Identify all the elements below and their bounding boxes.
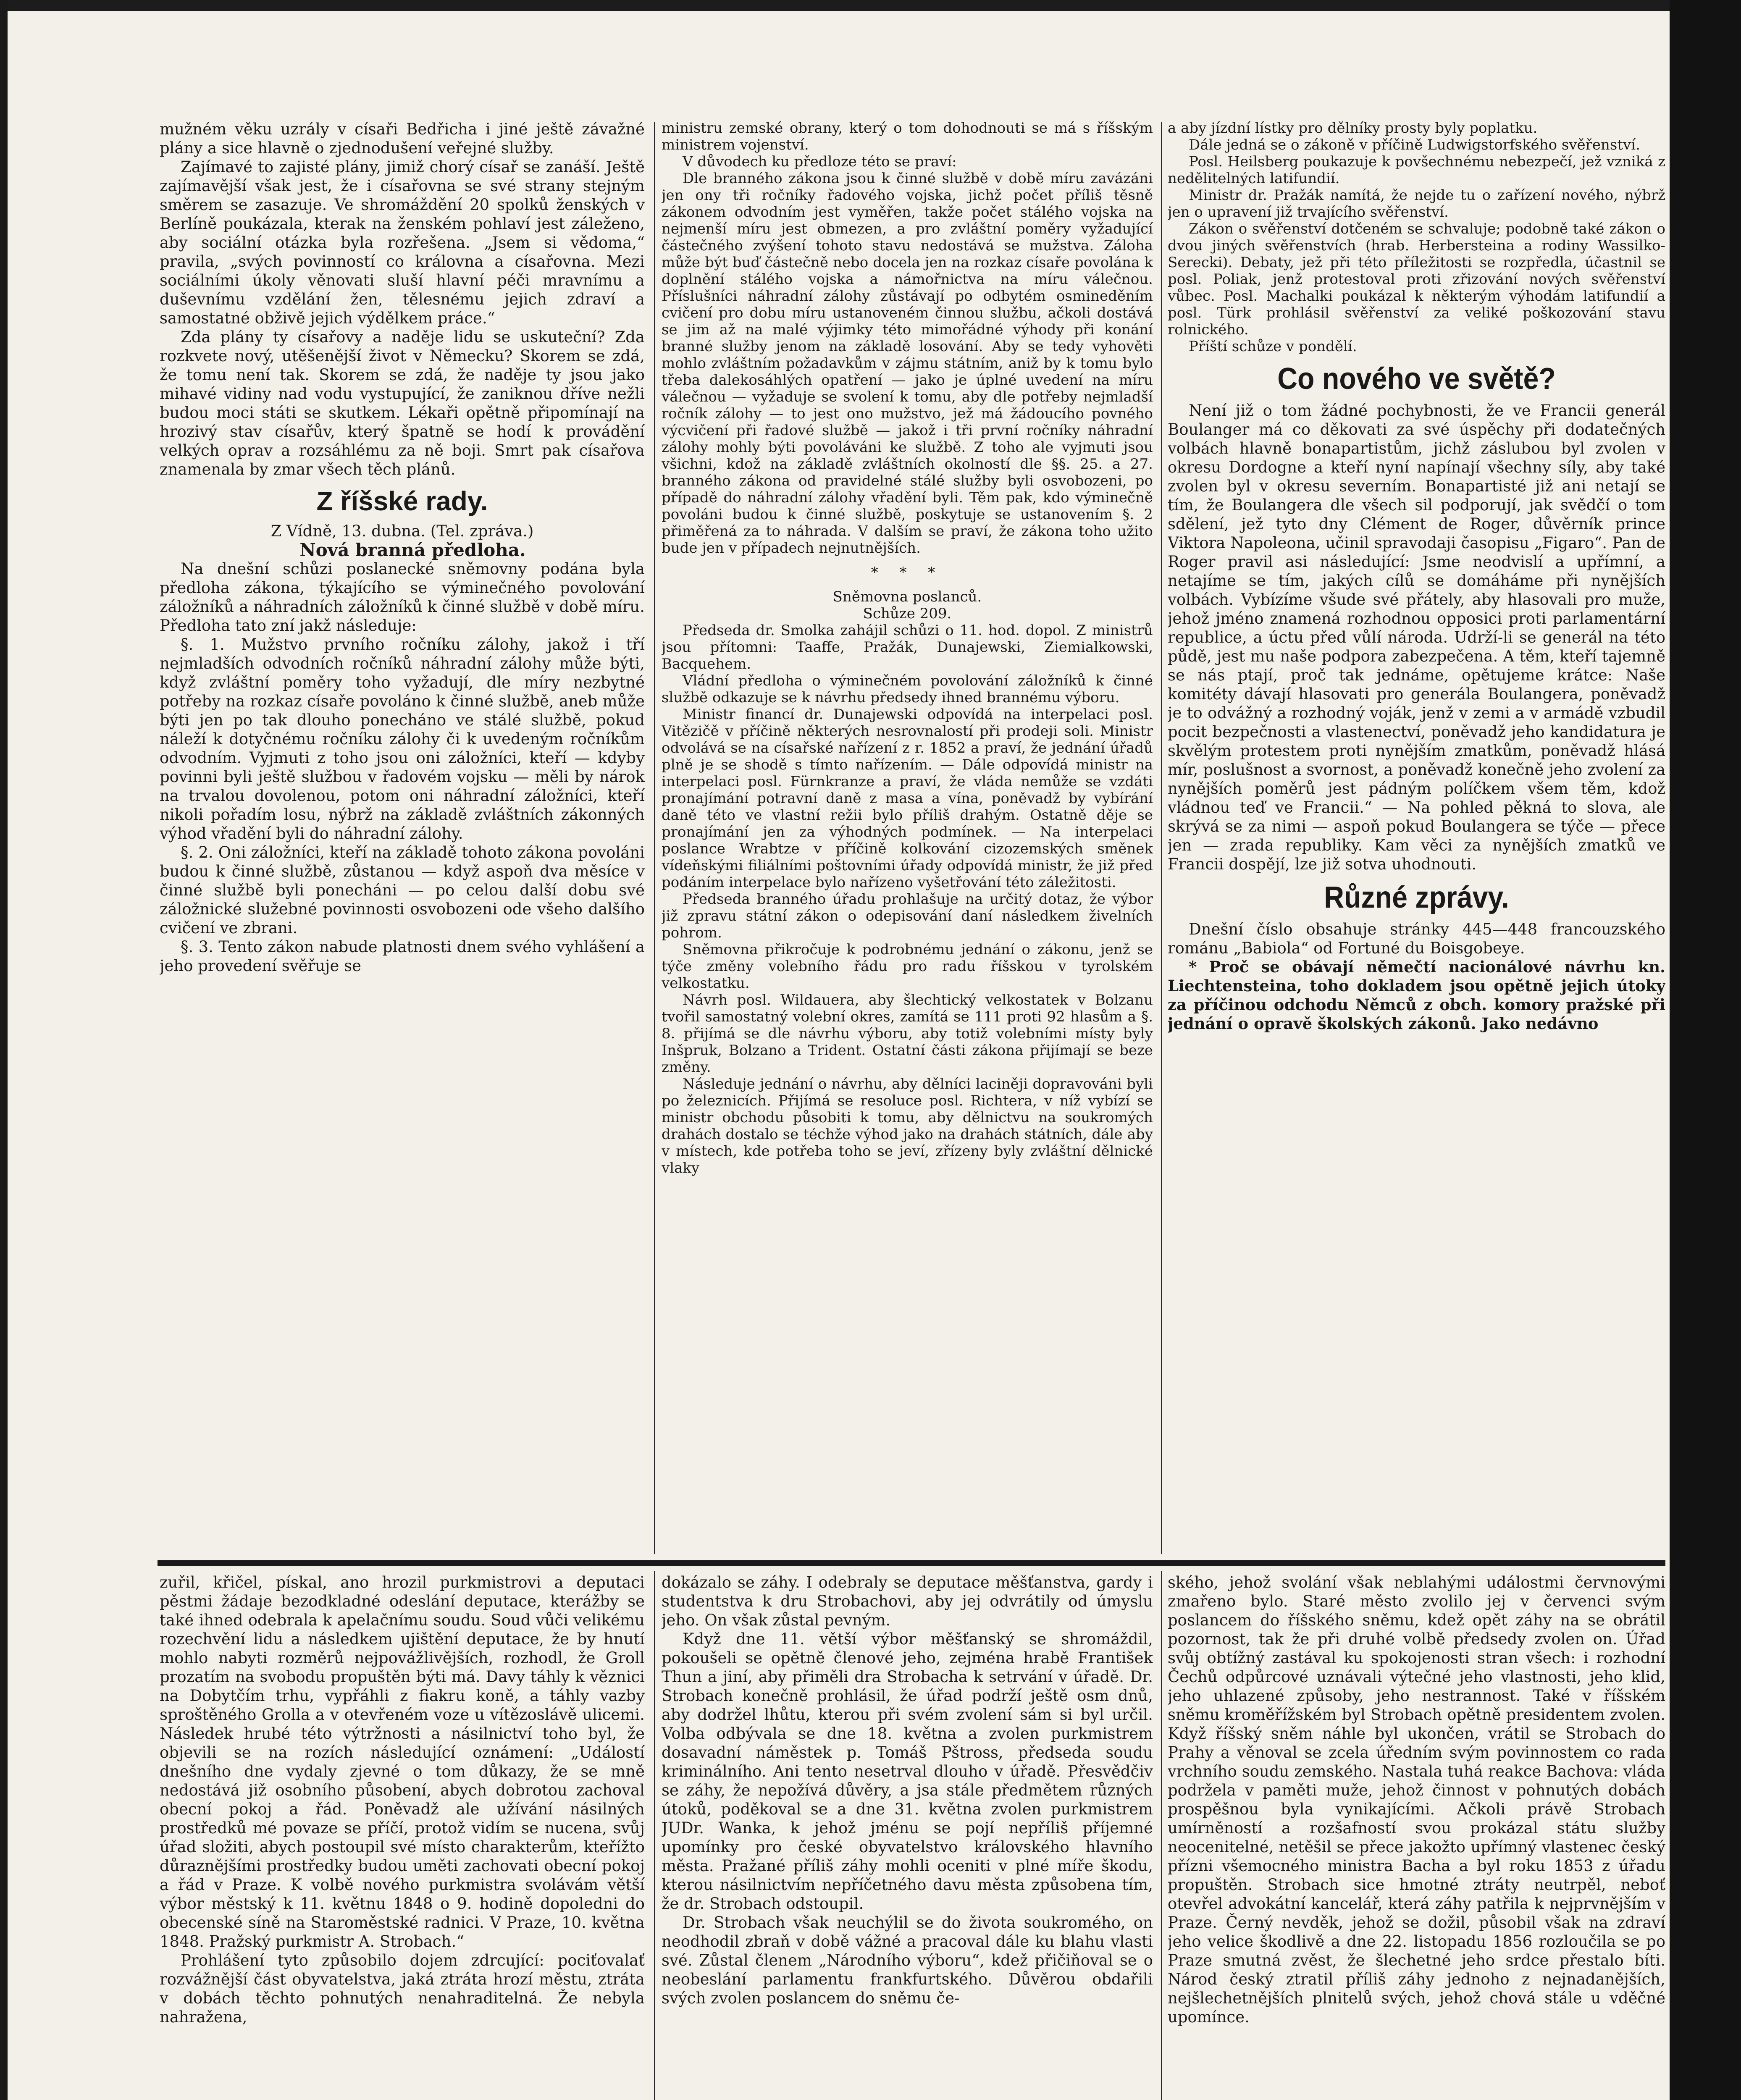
paragraph: zuřil, křičel, pískal, ano hrozil purkmistrovi a deputaci pěstmi žádaje bezodkladné odeslání deputace, kterážby se také ihned odebrala k apelačnímu soudu. Soud vůči velikému rozechvění lidu a následkem ujištění deputace, že by hnutí mohlo nabyti rozměrů nejpovážlivějších, rozhodl, že Groll prozatím na svobodu propuštěn býti má. Davy táhly k věznici na Dobytčím trhu, vypřáhli z fiakru koně, a táhly vazby sproštěného Grolla a v otevřeném voze u vítězoslávě ulicemi. Následek hrubé této výtržnosti a násilnictví toho byl, že objevili se na rozích následující oznámení: „Událostí dnešního dne vydaly zjevné o tom důkazy, že se mně nedostává již osobního působení, abych dobrotou zachoval obecní pokoj a řád. Poněvadž ale užívání násilných prostředků mé povaze se příčí, protož vidím se nucena, svůj úřad složiti, abych postoupil své místo charakterům, kteřížto důraznějšími prostředky budou uměti zachovati obecní pokoj a řád v Praze. K volbě nového purkmistra svolávám větší výbor městský k 11. květnu 1848 o 9. hodině dopoledni do obecenské síně na Staroměstské radnici. V Praze, 10. května 1848. Pražský purkmistr A. Strobach.“ <box>160 1573 645 1950</box>
paragraph: §. 2. Oni záložníci, kteří na základě tohoto zákona povoláni budou k činné službě, zůstanou — když aspoň dva měsíce v činné službě byli ponecháni — po celou další dobu své záložnické služebné povinnosti osvobozeni ode všeho dalšího cvičení ve zbrani. <box>160 843 645 937</box>
paragraph: Ministr dr. Pražák namítá, že nejde tu o zařízení nového, nýbrž jen o upravení již trvajícího svěřenství. <box>1168 187 1665 220</box>
paragraph: a aby jízdní lístky pro dělníky prosty byly poplatku. <box>1168 120 1538 136</box>
column-2 <box>662 120 1153 1556</box>
paragraph: Vládní předloha o výminečném povolování záložníků k činné službě odkazuje se k návrhu předsedy ihned brannému výboru. <box>662 672 1153 706</box>
paragraph: Zda plány ty císařovy a naděje lidu se uskuteční? Zda rozkvete nový, utěšenější život v Německu? Skorem se zdá, že tomu není tak. Skorem se zdá, že naděje ty jsou jako mihavé vidiny nad vodu vystupující, že zaniknou dříve nežli budou moci státi se skutkem. Lékaři opětně připomínají na hrozivý stav císařův, který špatně se hodí k provádění velkých oprav a rozsáhlému za ně boji. Smrt pak císařova znamenala by zmar všech těch plánů. <box>160 328 645 478</box>
paragraph: Ministr financí dr. Dunajewski odpovídá na interpelaci posl. Vitězičě v příčině některých nesrovnalostí při prodeji soli. Ministr odvolává se na císařské nařízení z r. 1852 a praví, že jednání úřadů plně je se shodě s tímto nařízením. — Dále odpovídá ministr na interpelaci posl. Fürnkranze a praví, že vláda nemůže se vzdáti pronajímání potravní daně z masa a vína, poněvadž by vybírání daně této ve vlastní režii bylo příliš drahým. Ostatně děje se pronajímání jen za výhodných podmínek. — Na interpelaci poslance Wrabtze v příčině kolkování cizozemských směnek vídeňskými filiálními poštovními úřady odpovídá ministr, že již před podáním interpelace bylo nařízeno vyšetřování této záležitosti. <box>662 706 1153 891</box>
paragraph: Na dnešní schůzi poslanecké sněmovny podána byla předloha zákona, týkajícího se výminečného povolování záložníků a náhradních záložníků k činné službě v době míru. Předloha tato zní jakž následuje: <box>160 560 645 635</box>
paragraph: * Proč se obávají němečtí nacionálové návrhu kn. Liechtensteina, toho dokladem jsou opětně jejich útoky za příčinou odchodu Němců z obch. komory pražské při jednání o opravě školských zákonů. Jako nedávno <box>1168 958 1665 1033</box>
paragraph: §. 1. Mužstvo prvního ročníku zálohy, jakož i tří nejmladších odvodních ročníků náhradní zálohy může býti, když zvláštní poměry toho vyžadují, dle míry nezbytné potřeby na rozkaz císaře povoláno k činné službě, aneb může býti jen po tak dlouho ponecháno ve stálé službě, pokud náleží k dotyčnému ročníku zálohy či k uvedeným ročníkům odvodním. Vyjmuti z toho jsou oni záložníci, kteří — kdyby povinni byli ještě službou v řadovém vojsku — měli by nárok na trvalou dovolenou, potom oni náhradní záložníci, kteří nikoli pořadím losu, nýbrž na základě zvláštních zákonných výhod vřadění byli do náhradní zálohy. <box>160 635 645 843</box>
paragraph: ministru zemské obrany, který o tom dohodnouti se má s říšským ministrem vojenství. <box>662 120 1153 153</box>
paragraph: V důvodech ku předloze této se praví: <box>683 153 957 170</box>
feuilleton-column-1 <box>160 1573 645 2100</box>
column-rule <box>1161 122 1162 1554</box>
feuilleton-column-3 <box>1168 1573 1665 2100</box>
paragraph: Dle branného zákona jsou k činné službě v době míru zavázáni jen ony tři ročníky řadového vojska, jichž počet příliš těsně zákonem odvodním jest vyměřen, takže počet stálého vojska na nejmenší míru jest obmezen, a pro zvláštní poměry vyžadující částečného zvýšení tohoto stavu nedostává se mužstva. Záloha může být buď částečně nebo docela jen na rozkaz císaře povolána k doplnění stálého vojska a námořnictva na míru válečnou. Příslušníci náhradní zálohy zůstávají po odbytém osmineděním cvičení pro dobu míru ustanoveném činnou službu, ačkoli dostává se jim až na malé výjimky této mimořádné výhody při konání branné služby jenom na základě losování. Aby se tedy vyhověti mohlo zvláštním požadavkům v zájmu státním, aniž by k tomu bylo třeba dalekosáhlých opatření — jako je úplné uvedení na míru válečnou — vyžaduje se svolení k tomu, aby dle potřeby nejmladší ročník zálohy — to jest ono mužstvo, jež má žádoucího povného výcvičení při řadové službě — jakož i tři první ročníky náhradní zálohy mohly býti povoláváni ke službě. Z toho ale vyjmuti jsou všichni, kdož na základě zvláštních okolností dle §§. 25. a 27. branného zákona od pravidelné stálé služby byli osvobozeni, po případě do náhradní zálohy vřadění byli. Těm pak, kdo výminečně povoláni budou k činné službě, poskytuje se ustanovením §. 2 přiměřená za to náhrada. V dalším se praví, že zákona toho užito bude jen v případech nejnutnějších. <box>662 170 1153 556</box>
paragraph: Dnešní číslo obsahuje stránky 445—448 francouzského románu „Babiola“ od Fortuné du Boisgobeye. <box>1168 920 1665 957</box>
section-heading: Co nového ve světě? <box>1277 362 1556 396</box>
paragraph: Předseda dr. Smolka zahájil schůzi o 11. hod. dopol. Z ministrů jsou přítomni: Taaffe, Pražák, Dunajewski, Ziemialkowski, Bacquehem. <box>662 622 1153 672</box>
feuilleton-column-2 <box>662 1573 1153 2100</box>
paragraph: Příští schůze v pondělí. <box>1189 338 1357 355</box>
column-rule <box>654 1571 655 2100</box>
column-3 <box>1168 120 1665 1556</box>
paragraph: mužném věku uzrály v císaři Bedřicha i jiné ještě závažné plány a sice hlavně o zjednodušení veřejné služby. <box>160 120 645 157</box>
paragraph: Předseda branného úřadu prohlašuje na určitý dotaz, že výbor již zpravu státní zákon o odepisování daní následkem živelních pohrom. <box>662 891 1153 941</box>
paragraph: Dále jedná se o zákoně v příčině Ludwigstorfského svěřenství. <box>1189 136 1640 153</box>
paragraph: §. 3. Tento zákon nabude platnosti dnem svého vyhlášení a jeho provedení svěřuje se <box>160 938 645 975</box>
paragraph: Není již o tom žádné pochybnosti, že ve Francii generál Boulanger má co děkovati za své úspěchy při dodatečných volbách hlavně bonapartistům, jichž záslubou byl zvolen v okresu Dordogne a kteří nyní napínají všechny síly, aby také zvolen byl v okresu severním. Bonapartisté již ani netají se tím, že Boulangera dle všech sil podporují, jak svědčí o tom sdělení, jež tyto dny Clément de Roger, důvěrník prince Viktora Napoleona, učinil spravodaji časopisu „Figaro“. Pan de Roger pravil asi následující: Jsme neodvislí a upřímní, a netajíme se tím, jakých cílů se domáháme při nynějších volbách. Vybízíme všude své přátely, aby hlasovali pro muže, jehož jméno znamená rozhodnou opposici proti parlamentární republice, a úctu před vůlí národa. Udrží-li se generál na této půdě, jest mu naše podpora zabezpečena. A těm, kteří tajemně se nás ptají, proč tak jednáme, opětujeme krátce: Naše komitéty dávají hlasovati pro generála Boulangera, poněvadž je to odvážný a rozhodný voják, jenž v zemi a v armádě vzbudil pocit bezpečnosti a vlastenectví, poněvadž jeho kandidatura je skvělým protestem proti nynějším zmatkům, poněvadž hlásá mír, poslušnost a svornost, a poněvadž konečně jeho zvolení za nynějších poměrů jest pádným políčkem všem těm, kdož vládnou teď ve Francii.“ — Na pohled pěkná to slova, ale skrývá se za nimi — aspoň pokud Boulangera se týče — přece jen — zrada republiky. Kam věci za nynějších zmatků ve Francii dospějí, lze již sotva uhodnouti. <box>1168 402 1665 873</box>
separator-stars: * * * <box>871 564 944 581</box>
section-heading: Z říšské rady. <box>316 486 488 516</box>
paragraph: Dr. Strobach však neuchýlil se do života soukromého, on neodhodil zbraň v době vážné a pracoval dále ku blahu vlasti své. Zůstal členem „Národního výboru“, kdež přičiňoval se o neobeslání parlamentu frankfurtského. Důvěrou obdařili svých zvolen poslancem do sněmu če- <box>662 1914 1153 2007</box>
section-heading: Různé zprávy. <box>1324 881 1509 914</box>
column-rule <box>1161 1571 1162 2100</box>
section-title: Sněmovna poslanců. <box>832 588 982 605</box>
dateline: Z Vídně, 13. dubna. (Tel. zpráva.) <box>270 522 534 540</box>
column-1 <box>160 120 645 1556</box>
scan-border-right <box>1670 0 1741 2100</box>
article-subheading: Nová branná předloha. <box>299 540 526 560</box>
paragraph: Návrh posl. Wildauera, aby šlechtický velkostatek v Bolzanu tvořil samostatný volební okres, zamítá se 111 proti 92 hlasům a §. 8. přijímá se dle návrhu výboru, aby totiž volebními místy byly Inšpruk, Bolzano a Trident. Ostatní části zákona přijímají se beze změny. <box>662 992 1153 1076</box>
paragraph: dokázalo se záhy. I odebraly se deputace měšťanstva, gardy i studentstva k dru Strobachovi, aby jej odvrátily od úmyslu jeho. On však zůstal pevným. <box>662 1573 1153 1629</box>
column-rule <box>654 122 655 1554</box>
paragraph: Zákon o svěřenství dotčeném se schvaluje; podobně také zákon o dvou jiných svěřenstvích (hrab. Herbersteina a rodiny Wassilko-Serecki). Debaty, jež při této příležitosti se rozpředla, účastnil se posl. Poliak, jenž protestoval proti zřizování nových svěřenství vůbec. Posl. Machalki poukázal k některým výhodám latifundií a posl. Türk prohlásil svěřenství za veliké poškozování stavu rolnického. <box>1168 220 1665 338</box>
scan-border-left <box>0 0 8 2100</box>
paragraph: Když dne 11. větší výbor měšťanský se shromáždil, pokoušeli se opětně členové jeho, zejména hrabě František Thun a jiní, aby přiměli dra Strobacha k setrvání v úřadě. Dr. Strobach konečně prohlásil, že úřad podrží ještě osm dnů, aby dodržel lhůtu, kterou při svém zvolení sám si byl určil. Volba odbývala se dne 18. května a zvolen purkmistrem dosavadní náměstek p. Tomáš Pštross, předseda soudu kriminálního. Ani tento nesetrval dlouho v úřadě. Přesvědčiv se záhy, že nepožívá důvěry, a jsa stále předmětem různých útoků, poděkoval se a dne 31. května zvolen purkmistrem JUDr. Wanka, k jehož jménu se pojí nepříliš příjemné upomínky pro české obyvatelstvo královského hlavního města. Pražané příliš záhy mohli oceniti v plné míře škodu, kterou násilnictvím nepříčetného davu města způsobena tím, že dr. Strobach odstoupil. <box>662 1630 1153 1913</box>
paragraph: ského, jehož svolání však neblahými událostmi červnovými zmařeno bylo. Staré město zvolilo jej v červenci svým poslancem do říšského sněmu, kdež opět záhy na se obrátil pozornost, tak že při druhé volbě předsedy zvolen on. Úřad svůj obtížný zastával ku spokojenosti stran všech: i rozhodní Čechů odpůrcové uznávali výtečné jeho vlastnosti, jeho klid, jeho uhlazené způsoby, jeho nestrannost. Také v říšském sněmu kroměřížském byl Strobach opětně presidentem zvolen. Když říšský sněm náhle byl ukončen, vrátil se Strobach do Prahy a věnoval se zcela úředním svým povinnostem co rada vrchního soudu zemského. Nastala tuhá reakce Bachova: vláda podržela v paměti muže, jehož činnost v pohnutých dobách prospěšnou byla vynikajícími. Ačkoli právě Strobach umírněností a rozšafností svou prokázal státu služby neocenitelné, netěšil se přece jakožto upřímný vlastenec český přízni všemocného ministra Bacha a byl roku 1853 z úřadu propuštěn. Strobach sice hmotné ztráty neutrpěl, neboť otevřel advokátní kancelář, která záhy patřila k nejprvnějším v Praze. Černý nevděk, jehož se dožil, působil však na zdraví jeho velice škodlivě a dne 22. listopadu 1856 rozloučila se po Praze smutná zvěst, že šlechetné jeho srdce přestalo bíti. Národ český ztratil příliš záhy jednoho z nejnadanějších, nejšlechetnějších plnitelů svých, jehož chová stále u vděčné upomínce. <box>1168 1573 1665 2026</box>
paragraph: Následuje jednání o návrhu, aby dělníci laciněji dopravováni byli po železnicích. Přijímá se resoluce posl. Richtera, v níž vybízí se ministr obchodu působiti k tomu, aby dělnictvu na soukromých drahách dostalo se téchže výhod jako na drahách státních, dále aby v místech, kde potřeba toho se jeví, zřízeny byly zvláštní dělnické vlaky <box>662 1076 1153 1176</box>
feuilleton-rule <box>158 1560 1665 1566</box>
paragraph: Zajímavé to zajisté plány, jimiž chorý císař se zanáší. Ještě zajímavější však jest, že i císařovna se své strany stejným směrem se zasazuje. Ve shromáždění 20 spolků ženských v Berlíně poukázala, kterak na ženském pohlaví jest záleženo, aby sociální otázka byla rozřešena. „Jsem si vědoma,“ pravila, „svých povinností co královna a císařovna. Mezi sociálními úkoly věnovati sluší hlavní péči mravnímu a duševnímu vzdělání žen, tělesnému jejich zdraví a samostatné obživě jejich výdělkem práce.“ <box>160 158 645 327</box>
paragraph: Prohlášení tyto způsobilo dojem zdrcující: pociťovalať rozvážnější část obyvatelstva, jaká ztráta hrozí městu, ztráta v dobách těchto pohnutých nenahraditelná. Že nebyla nahražena, <box>160 1951 645 2026</box>
paragraph: Posl. Heilsberg poukazuje k povšechnému nebezpečí, jež vzniká z nedělitelných latifundií. <box>1168 153 1665 187</box>
session-number: Schůze 209. <box>863 605 952 622</box>
paragraph: Sněmovna přikročuje k podrobnému jednání o zákonu, jenž se týče změny volebního řádu pro radu říšskou v tyrolském velkostatku. <box>662 941 1153 992</box>
scan-border-top <box>0 0 1741 11</box>
